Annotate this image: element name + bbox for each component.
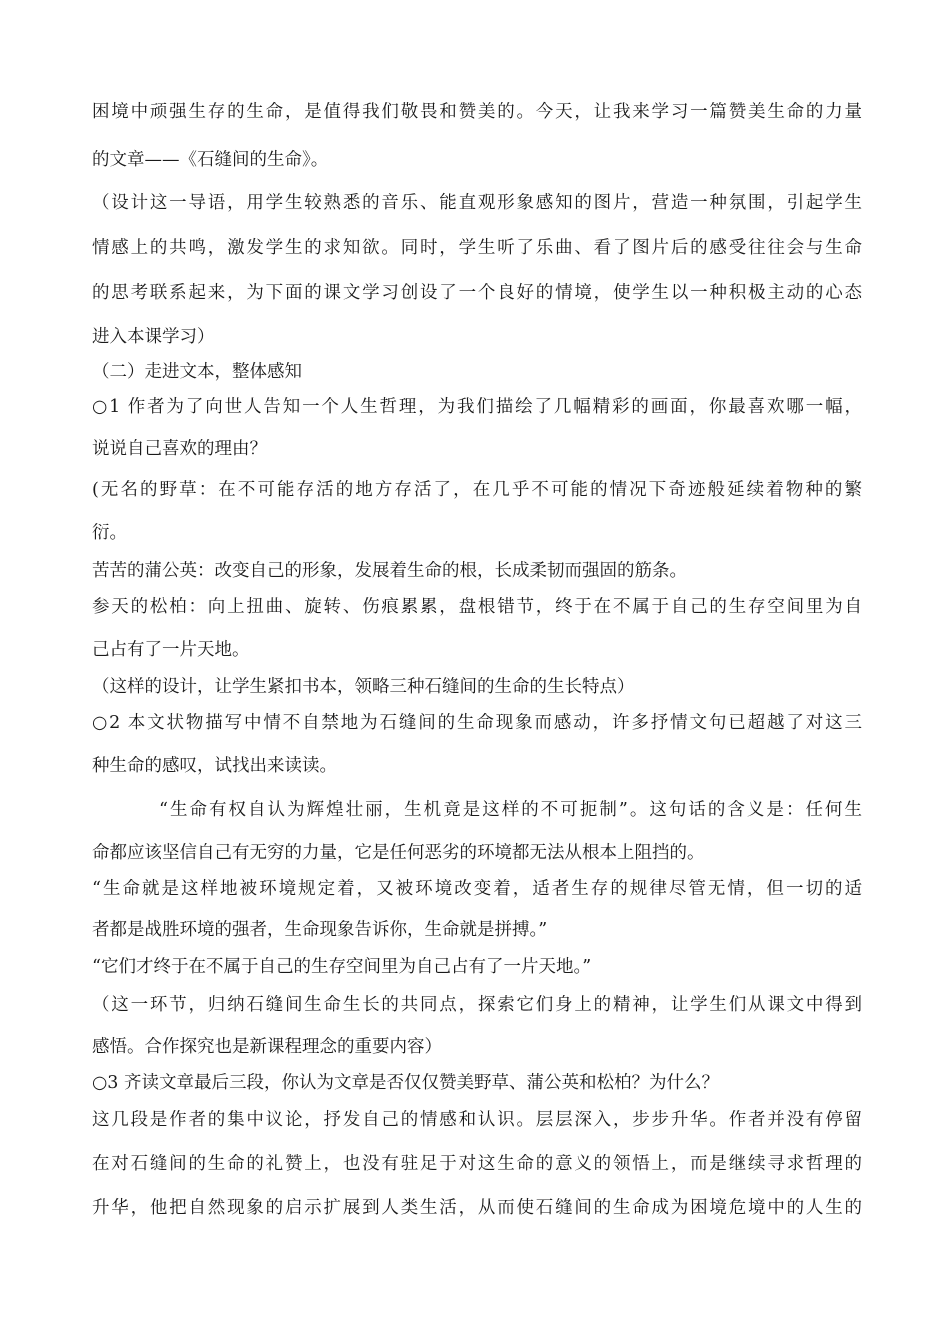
question-2: ○2 本文状物描写中情不自禁地为石缝间的生命现象而感动，许多抒情文句已超越了对这三 <box>92 713 862 733</box>
quote-2: “生命就是这样地被环境规定着，又被环境改变着，适者生存的规律尽管无情，但一切的适 <box>92 879 862 899</box>
text-line-28: 升华，他把自然现象的启示扩展到人类生活，从而使石缝间的生命成为困境危境中的人生的 <box>92 1198 862 1218</box>
text-line-26: 这几段是作者的集中议论，抒发自己的情感和认识。层层深入，步步升华。作者并没有停留 <box>92 1110 862 1130</box>
text-line-11: 衍。 <box>92 523 127 543</box>
question-1: ○1 作者为了向世人告知一个人生哲理，为我们描绘了几幅精彩的画面，你最喜欢哪一幅， <box>92 397 862 417</box>
text-line-5: 的思考联系起来，为下面的课文学习创设了一个良好的情境，使学生以一种积极主动的心态 <box>92 283 862 303</box>
text-line-17: 种生命的感叹，试找出来读读。 <box>92 756 337 776</box>
text-line-9: 说说自己喜欢的理由？ <box>92 439 267 459</box>
text-line-1: 困境中顽强生存的生命，是值得我们敬畏和赞美的。今天，让我来学习一篇赞美生命的力量 <box>92 102 862 122</box>
section-heading: （二）走进文本，整体感知 <box>92 362 302 382</box>
text-line-27: 在对石缝间的生命的礼赞上，也没有驻足于对这生命的意义的领悟上，而是继续寻求哲理的 <box>92 1154 862 1174</box>
text-line-23: （这一环节，归纳石缝间生命生长的共同点，探索它们身上的精神，让学生们从课文中得到 <box>92 995 862 1015</box>
quote-1: “生命有权自认为辉煌壮丽，生机竟是这样的不可扼制”。这句话的含义是：任何生 <box>159 800 862 820</box>
text-line-19: 命都应该坚信自己有无穷的力量，它是任何恶劣的环境都无法从根本上阻挡的。 <box>92 843 705 863</box>
question-3: ○3 齐读文章最后三段，你认为文章是否仅仅赞美野草、蒲公英和松柏？为什么？ <box>92 1073 719 1093</box>
quote-3: “它们才终于在不属于自己的生存空间里为自己占有了一片天地。” <box>92 957 592 977</box>
text-line-10: (无名的野草：在不可能存活的地方存活了，在几乎不可能的情况下奇迹般延续着物种的繁 <box>92 480 862 500</box>
text-line-15: （这样的设计，让学生紧扣书本，领略三种石缝间的生命的生长特点） <box>92 677 635 697</box>
text-line-2: 的文章——《石缝间的生命》。 <box>92 150 329 170</box>
text-line-6: 进入本课学习） <box>92 327 215 347</box>
text-line-21: 者都是战胜环境的强者，生命现象告诉你，生命就是拼搏。” <box>92 920 548 940</box>
text-line-3: （设计这一导语，用学生较熟悉的音乐、能直观形象感知的图片，营造一种氛围，引起学生 <box>92 193 862 213</box>
text-line-13: 参天的松柏：向上扭曲、旋转、伤痕累累，盘根错节，终于在不属于自己的生存空间里为自 <box>92 597 862 617</box>
text-line-14: 己占有了一片天地。 <box>92 640 250 660</box>
text-line-24: 感悟。合作探究也是新课程理念的重要内容） <box>92 1037 442 1057</box>
text-line-12: 苦苦的蒲公英：改变自己的形象，发展着生命的根，长成柔韧而强固的筋条。 <box>92 561 687 581</box>
text-line-4: 情感上的共鸣，激发学生的求知欲。同时，学生听了乐曲、看了图片后的感受往往会与生命 <box>92 238 862 258</box>
